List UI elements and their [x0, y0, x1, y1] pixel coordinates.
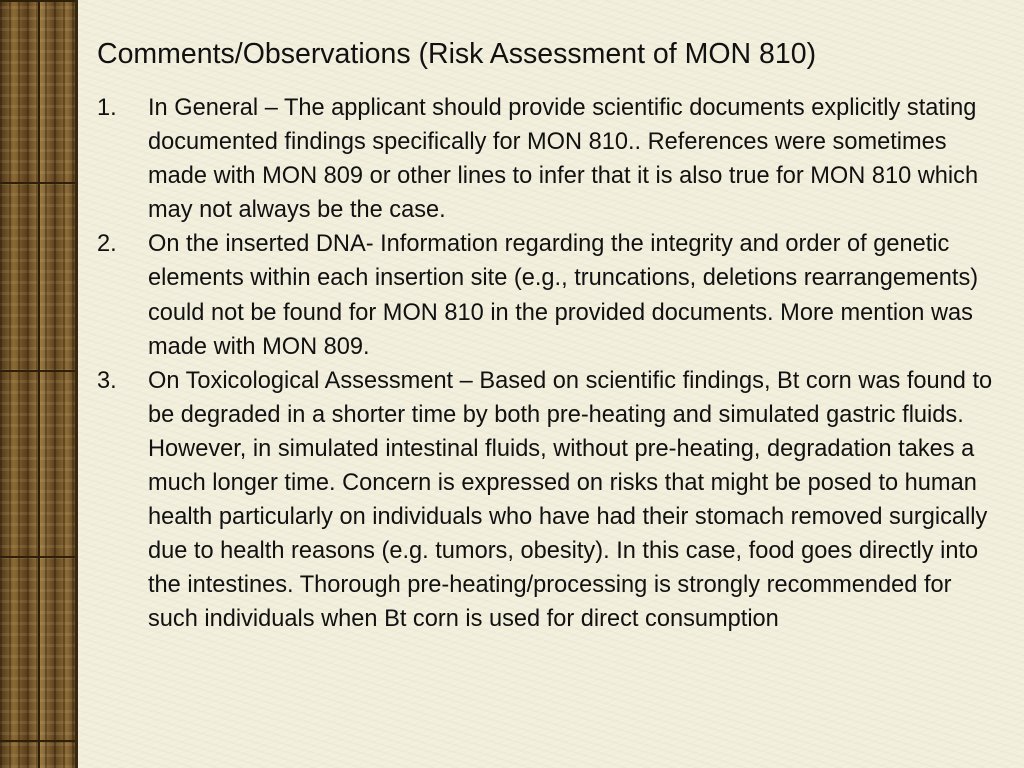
- list-item: [97, 91, 997, 227]
- sidebar-grid-line: [0, 182, 78, 184]
- sidebar-grid-line: [0, 740, 78, 742]
- list-item: [97, 364, 997, 637]
- list-item-text: On Toxicological Assessment – Based on scientific findings, Bt corn was found to be degraded in a shorter time by both pre-heating and simulated gastric fluids. However, in simulated intestinal fluids, without pre-heating, degradation takes a much longer time. Concern is expressed on risks that might be posed to human health particularly on individuals who have had their stomach removed surgically due to health reasons (e.g. tumors, obesity). In this case, food goes directly into the intestines. Thorough pre-heating/processing is strongly recommended for such individuals when Bt corn is used for direct consumption: [148, 367, 993, 633]
- list-item-text: In General – The applicant should provide scientific documents explicitly stating documented findings specifically for MON 810.. References were sometimes made with MON 809 or other lines to infer that it is also true for MON 810 which may not always be the case.: [148, 95, 979, 224]
- list-item: [97, 227, 997, 363]
- list-item-number: 2.: [97, 231, 117, 258]
- sidebar-edge: [75, 0, 78, 768]
- slide-title: Comments/Observations (Risk Assessment of MON 810): [97, 38, 817, 70]
- list-item-number: 3.: [97, 367, 117, 394]
- decorative-sidebar: [0, 0, 78, 768]
- comments-list: [97, 91, 997, 637]
- sidebar-grid-line: [38, 0, 40, 768]
- list-item-number: 1.: [97, 95, 117, 121]
- sidebar-grid-line: [0, 556, 78, 558]
- sidebar-grid-line: [0, 0, 78, 2]
- sidebar-grid-line: [0, 370, 78, 372]
- list-item-text: On the inserted DNA- Information regarding the integrity and order of genetic elements within each insertion site (e.g., truncations, deletions rearrangements) could not be found for MON 810 in the provided documents. More mention was made with MON 809.: [148, 231, 979, 360]
